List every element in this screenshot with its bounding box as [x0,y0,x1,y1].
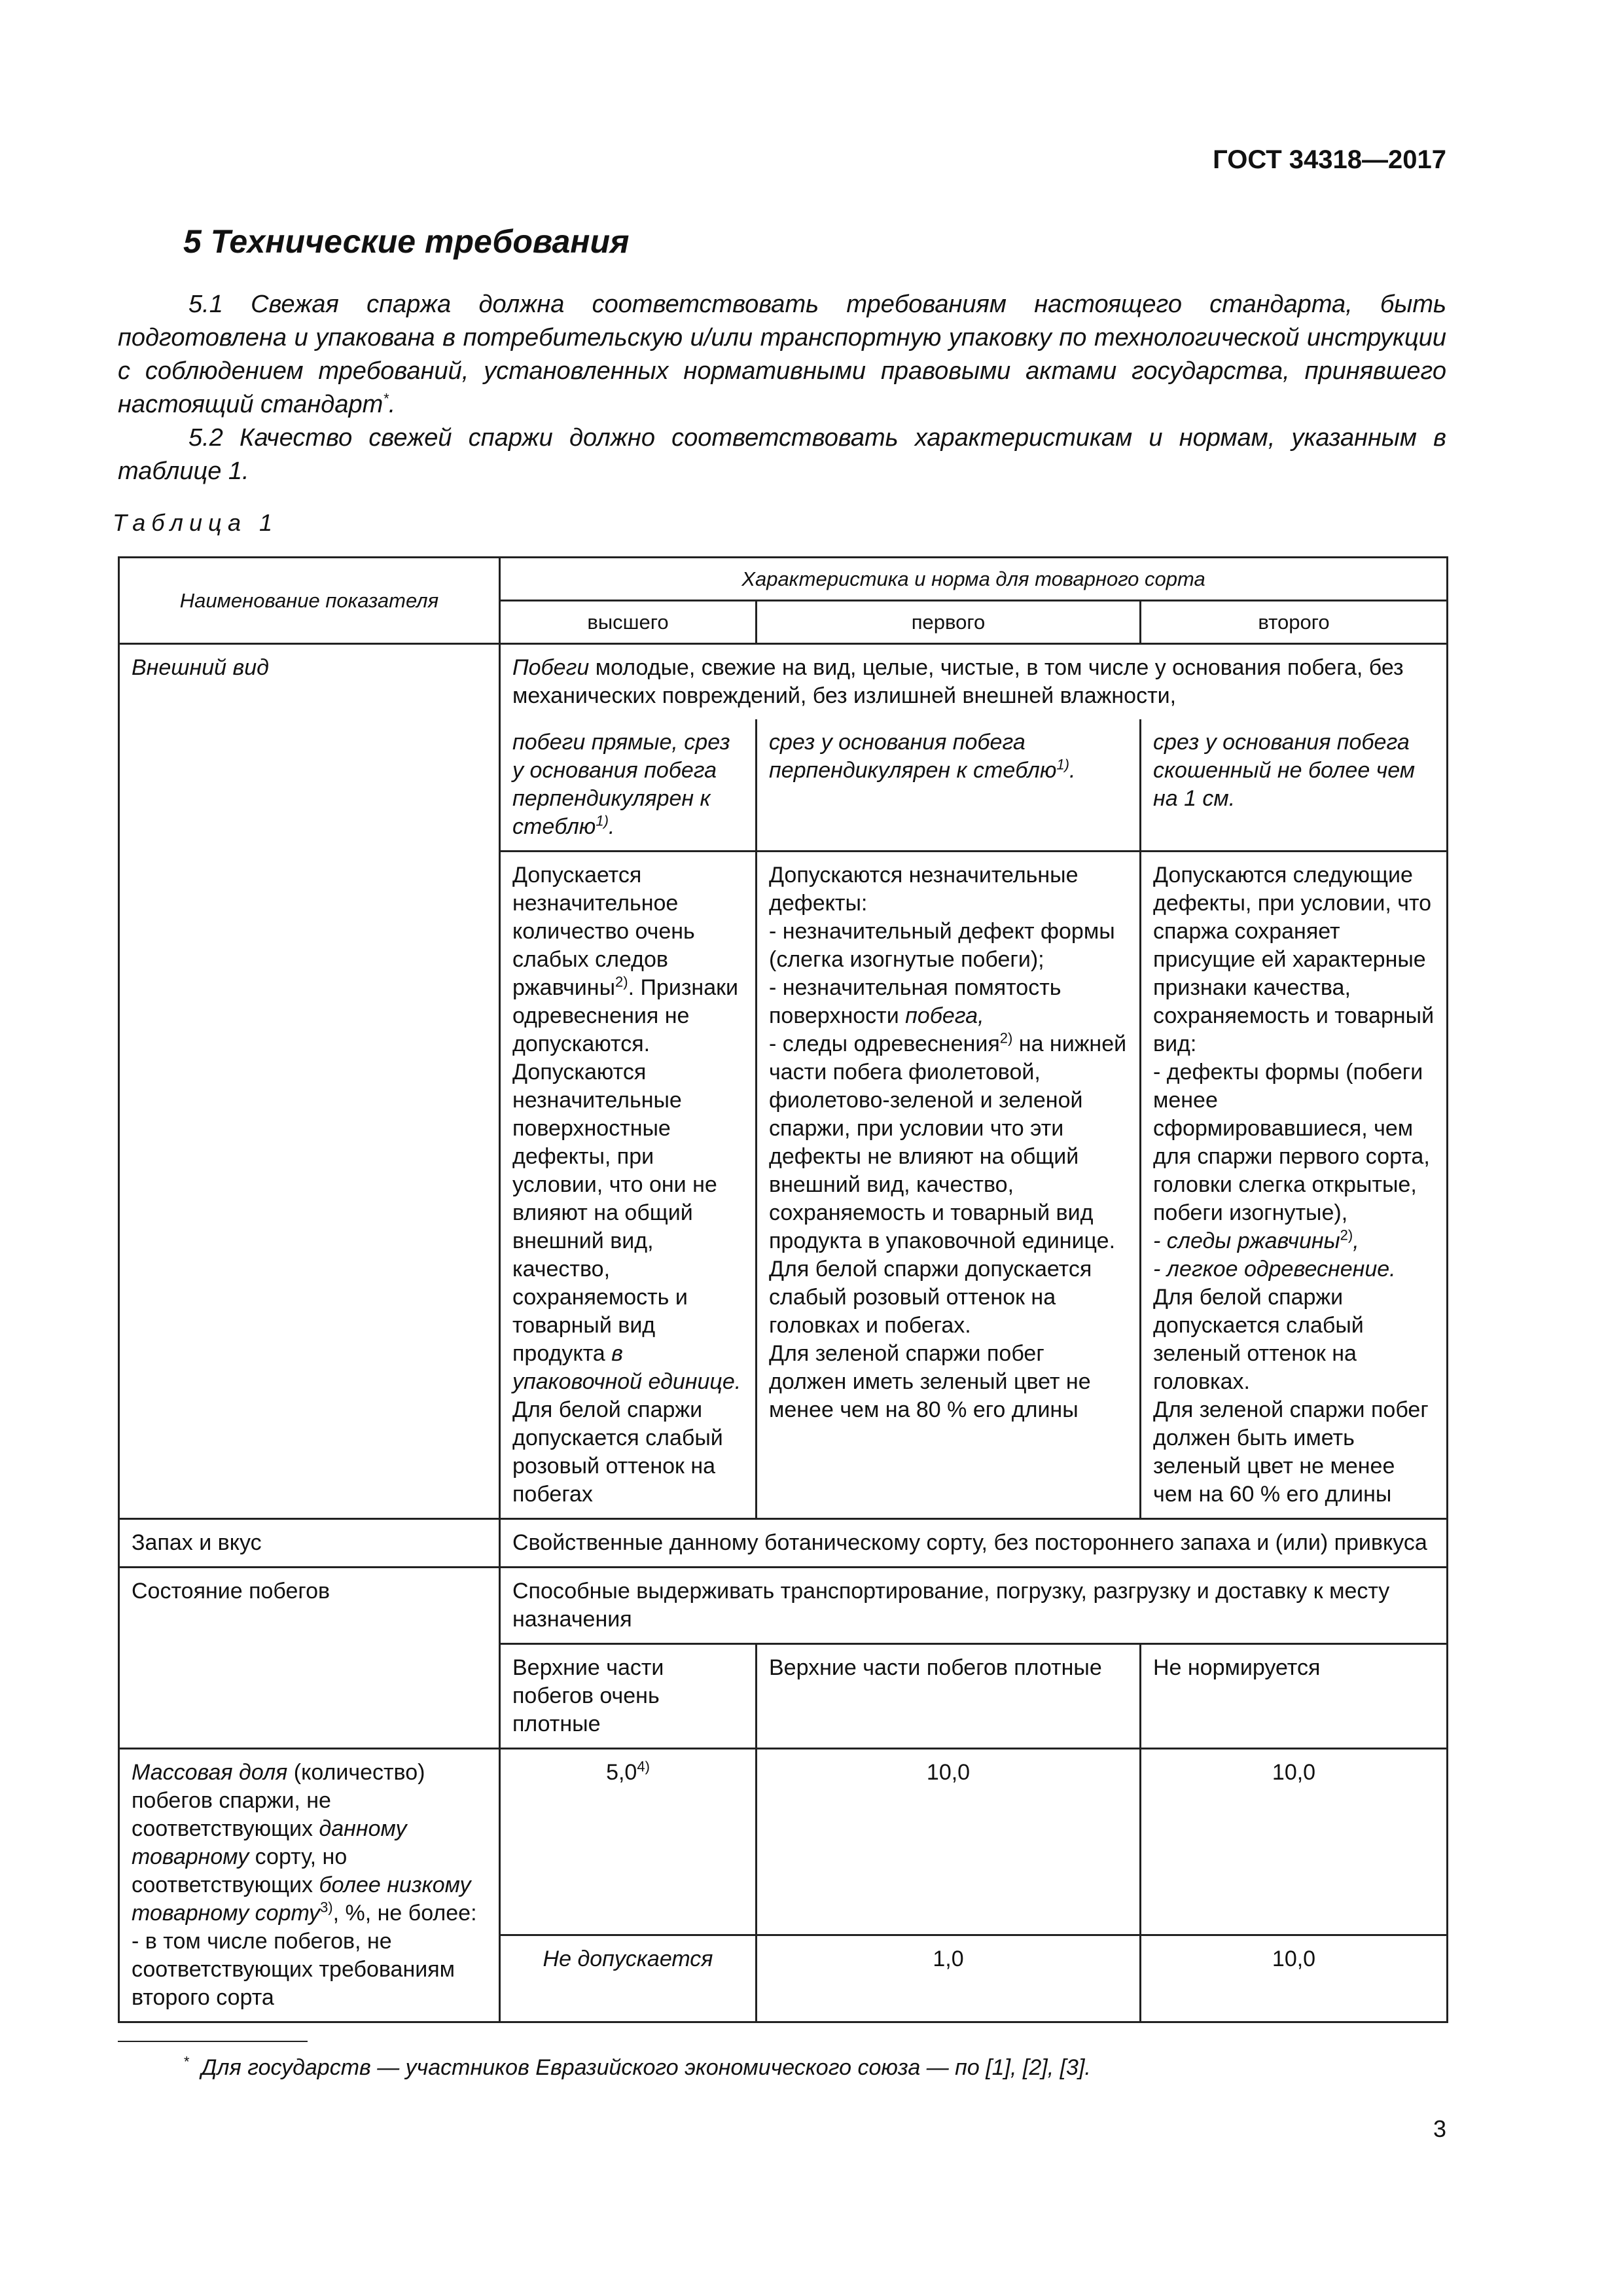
paragraph-5-1-text: 5.1 Свежая спаржа должна соответствовать требованиям настоящего стандарта, быть подготовлена и упакована в потребительскую и/или транспортную упаковку по технологической инструкции с соблюдением требований, установленных нормативными правовыми актами государства, принявшего настоящий стандарт [118,291,1446,418]
row-smell [119,1519,1448,1568]
defects-first-1: Допускаются незначительные дефекты: [769,863,1079,916]
mass-name-2: (количество) побегов спаржи, не соответствующих [132,1760,425,1841]
defects-top-1: Допускается незначительное количество очень слабых следов ржавчины [512,863,695,1000]
mass-top-value: 5,0 [606,1760,637,1785]
cell-appearance-name: Внешний вид [119,644,500,1519]
cell-appearance-common [500,644,1448,720]
defects-first-3i: побега, [905,1003,984,1028]
defects-first-6: Для белой спаржи допускается слабый розовый оттенок на головках и побегах. [769,1257,1092,1338]
header-grade-top: высшего [500,601,757,644]
footnote-reference: * [383,390,389,407]
defects-second-1: Допускаются следующие дефекты, при условии, что спаржа сохраняет присущие ей характерные признаки качества, сохраняемость и товарный вид: [1153,863,1435,1056]
cell-mass-top [500,1749,757,1935]
cell-mass-second: 10,0 [1141,1749,1448,1935]
defects-top-3: в упаковочной единице. [512,1341,741,1394]
defects-second-3b: , [1353,1229,1359,1253]
section-title: 5 Технические требования [183,223,630,260]
defects-second-6: Для зеленой спаржи побег должен быть иметь зеленый цвет не менее чем на 60 % его длины [1153,1397,1429,1507]
paragraph-5-1 [118,288,1446,422]
footnote-2-ref: 2) [615,973,628,990]
table-caption: Таблица 1 [113,509,279,536]
paragraph-5-2: 5.2 Качество свежей спаржи должно соответствовать характеристикам и нормам, указанным в таблице 1. [118,424,1446,485]
cell-shape-top [500,719,757,852]
mass-name-3: данному товарному [132,1816,407,1869]
cell-defects-top [500,852,757,1519]
cell-mass-sub-second: 10,0 [1141,1935,1448,2022]
mass-name-7: - в том числе побегов, не соответствующих требованиям второго сорта [132,1929,455,2010]
appearance-common-lead: Побеги [512,655,590,680]
defects-second-5: Для белой спаржи допускается слабый зеленый оттенок на головках. [1153,1285,1364,1394]
cell-condition-first: Верхние части побегов плотные [757,1644,1141,1749]
cell-mass-first: 10,0 [757,1749,1141,1935]
cell-defects-first [757,852,1141,1519]
header-grade-second: второго [1141,601,1448,644]
defects-first-3: - незначительная помятость поверхности [769,975,1061,1028]
footnote-1-ref: 1) [1056,756,1069,773]
mass-name-4: сорту, но соответствующих [132,1844,348,1897]
shape-top-text: побеги прямые, срез у основания побега перпендикулярен к стеблю [512,730,730,839]
defects-second-4: - легкое одревеснение. [1153,1257,1396,1282]
page-number: 3 [1433,2115,1446,2142]
footnote-2-ref: 2) [999,1030,1013,1047]
cell-mass-name [119,1749,500,2022]
cell-smell-name: Запах и вкус [119,1519,500,1568]
document-code: ГОСТ 34318—2017 [1213,145,1446,174]
appearance-common-text: молодые, свежие на вид, целые, чистые, в том числе у основания побега, без механических повреждений, без излишней внешней влажности, [512,655,1404,708]
header-grade-first: первого [757,601,1141,644]
cell-condition-name: Состояние побегов [119,1568,500,1749]
footnote-1-ref: 1) [596,812,609,829]
footnote [183,2055,1091,2081]
defects-second-2: - дефекты формы (побеги менее сформировавшиеся, чем для спаржи первого сорта, головки слегка открытые, побеги изогнутые), [1153,1060,1430,1225]
shape-first-text: срез у основания побега перпендикулярен к стеблю [769,730,1057,783]
row-mass [119,1749,1448,1935]
cell-condition-second: Не нормируется [1141,1644,1448,1749]
mass-name-5: более низкому товарному сорту [132,1873,471,1926]
defects-top-4: Для белой спаржи допускается слабый розовый оттенок на побегах [512,1397,723,1507]
footnote-2-ref: 2) [1340,1227,1353,1244]
defects-second-3: - следы ржавчины [1153,1229,1340,1253]
shape-top-dot: . [608,814,615,839]
cell-defects-second [1141,852,1448,1519]
cell-shape-second: срез у основания побега скошенный не более чем на 1 см. [1141,719,1448,852]
defects-first-5: на нижней части побега фиолетовой, фиолетово-зеленой и зеленой спаржи, при условии что эти дефекты не влияют на общий внешний вид, качество, сохраняемость и товарный вид продукта в упаковочной единице. [769,1031,1127,1253]
shape-first-dot: . [1069,758,1076,783]
defects-first-7: Для зеленой спаржи побег должен иметь зеленый цвет не менее чем на 80 % его длины [769,1341,1091,1422]
header-grade-group: Характеристика и норма для товарного сорта [500,558,1448,601]
cell-shape-first [757,719,1141,852]
footnote-4-ref: 4) [637,1758,650,1775]
defects-top-2: . Признаки одревеснения не допускаются. Допускаются незначительные поверхностные дефекты, при условии, что они не влияют на общий внешний вид, качество, сохраняемость и товарный вид продукта [512,975,738,1366]
footnote-text: Для государств — участников Евразийского экономического союза — по [1], [2], [3]. [201,2055,1091,2080]
footnote-mark: * [183,2053,189,2070]
defects-first-4: - следы одревеснения [769,1031,1000,1056]
row-condition-common [119,1568,1448,1644]
cell-mass-sub-top: Не допускается [500,1935,757,2022]
paragraph-5-1-end: . [388,391,396,418]
footnote-3-ref: 3) [320,1899,333,1916]
header-indicator: Наименование показателя [119,558,500,644]
cell-condition-top: Верхние части побегов очень плотные [500,1644,757,1749]
quality-table [118,556,1448,2023]
mass-name-1: Массовая доля [132,1760,288,1785]
cell-smell-value: Свойственные данному ботаническому сорту, без постороннего запаха и (или) привкуса [500,1519,1448,1568]
defects-first-2: - незначительный дефект формы (слегка изогнутые побеги); [769,919,1115,972]
cell-mass-sub-first: 1,0 [757,1935,1141,2022]
mass-name-6: , %, не более: [332,1901,477,1926]
cell-condition-common: Способные выдерживать транспортирование, погрузку, разгрузку и доставку к месту назначения [500,1568,1448,1644]
table-header-row [119,558,1448,601]
row-appearance-common [119,644,1448,720]
footnote-divider [118,2041,308,2042]
